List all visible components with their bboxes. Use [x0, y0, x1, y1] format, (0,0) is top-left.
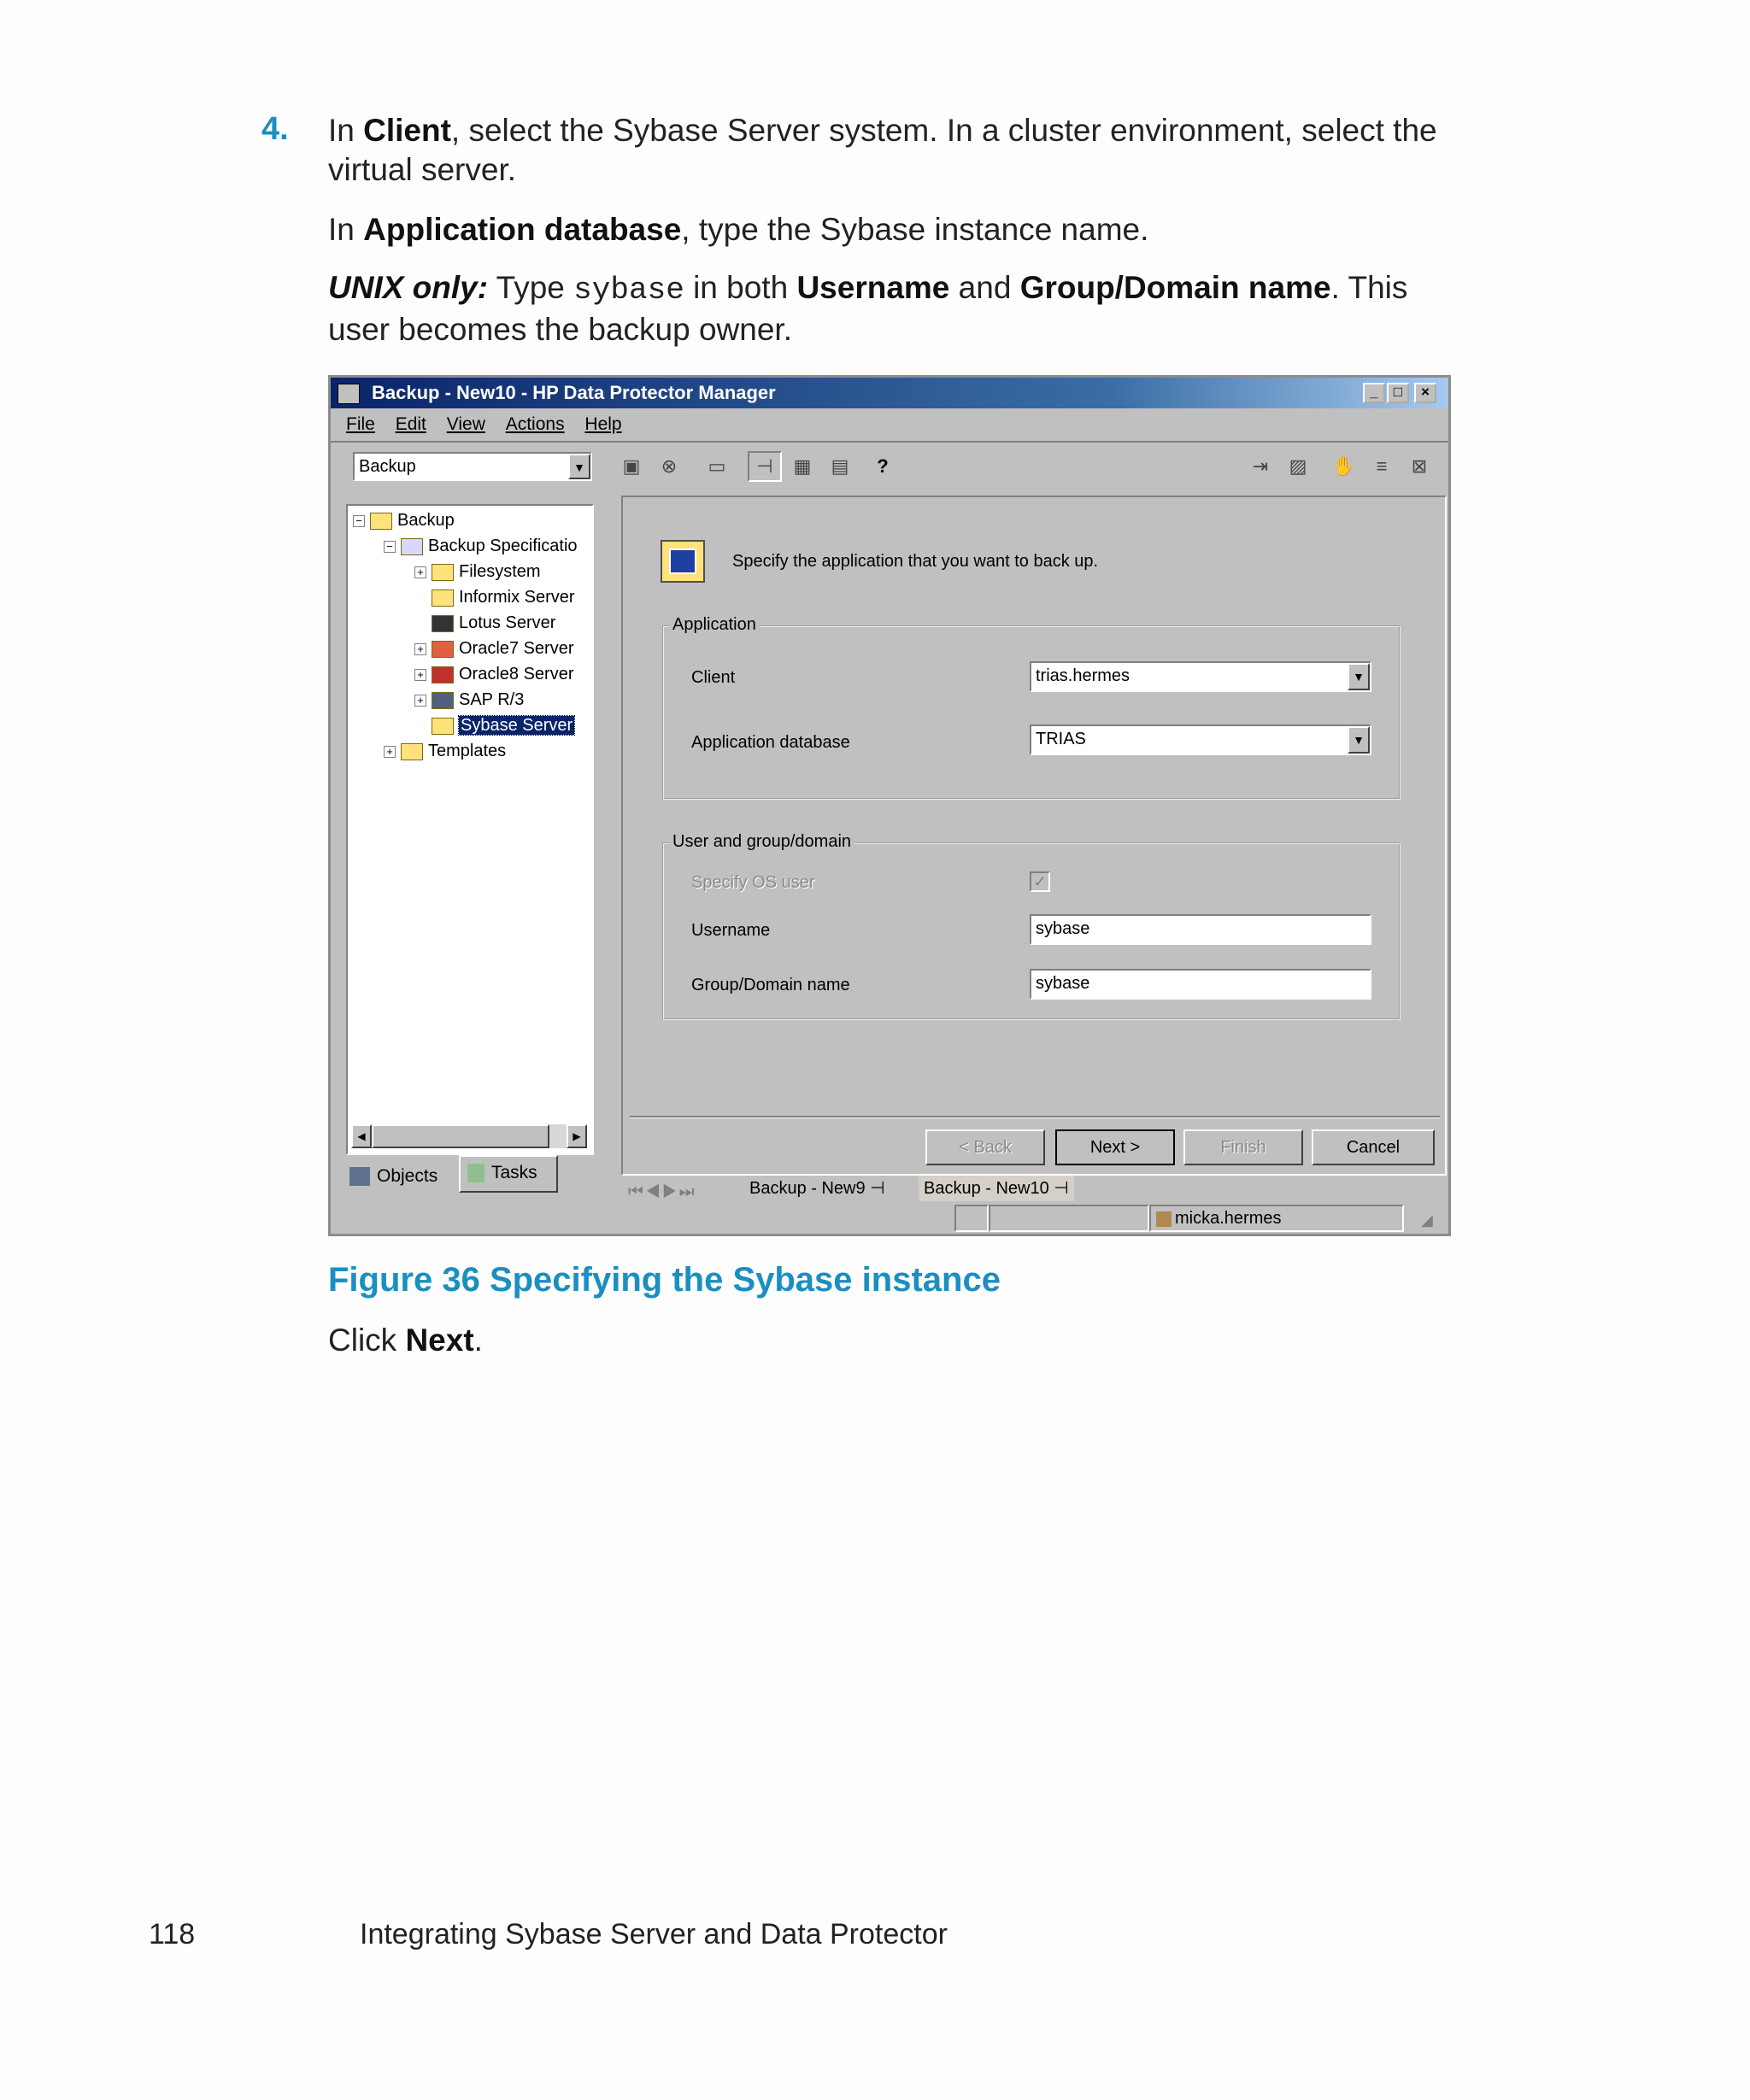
grid-icon[interactable]: ▦	[793, 455, 812, 477]
computer-icon[interactable]: ▣	[622, 455, 641, 477]
folder-icon	[432, 590, 454, 607]
sap-icon	[432, 692, 454, 709]
figure-caption: Figure 36 Specifying the Sybase instance	[328, 1261, 1001, 1299]
wizard-divider	[630, 1116, 1440, 1118]
app-icon	[338, 384, 360, 404]
menu-bar	[331, 412, 1448, 437]
window-title: Backup - New10 - HP Data Protector Manager	[372, 382, 776, 403]
folder-icon	[432, 718, 454, 735]
hand-icon[interactable]: ✋	[1332, 455, 1356, 477]
context-select[interactable]: Backup ▼	[353, 452, 592, 481]
group-domain-input[interactable]: sybase	[1030, 969, 1371, 1000]
menu-edit[interactable]: Edit	[395, 414, 426, 434]
client-label: Client	[691, 668, 736, 687]
collapse-icon[interactable]: −	[353, 515, 365, 527]
context-select-dropdown-icon[interactable]: ▼	[568, 454, 590, 479]
username-label: Username	[691, 921, 771, 940]
objects-icon	[349, 1167, 370, 1186]
lotus-icon	[432, 615, 454, 632]
tab-nav-icon[interactable]: ⏮◀▶⏭	[628, 1182, 696, 1201]
tree-node-oracle7-server[interactable]: + Oracle7 Server	[414, 637, 574, 660]
tree-node-backup-specifications[interactable]: − Backup Specificatio	[384, 535, 578, 557]
application-group	[662, 625, 1401, 800]
scroll-right-icon[interactable]: ▶	[567, 1124, 587, 1148]
scroll-left-icon[interactable]: ◀	[351, 1124, 372, 1148]
next-button[interactable]: Next >	[1055, 1129, 1175, 1165]
page-number: 118	[149, 1918, 196, 1950]
tree-node-sybase-server[interactable]: Sybase Server	[432, 714, 574, 736]
expand-icon[interactable]: +	[414, 566, 426, 578]
title-bar	[331, 378, 1448, 408]
group-domain-label: Group/Domain name	[691, 976, 850, 994]
wizard-prompt: Specify the application that you want to back up.	[732, 552, 1099, 571]
maximize-icon[interactable]: □	[1387, 383, 1409, 403]
help-icon[interactable]: ?	[877, 455, 889, 477]
tree-node-informix-server[interactable]: Informix Server	[432, 586, 575, 608]
application-database-combobox[interactable]: TRIAS ▼	[1030, 724, 1371, 755]
menu-help[interactable]: Help	[584, 414, 622, 434]
resize-grip-icon[interactable]: ◢	[1421, 1211, 1433, 1229]
step-number: 4.	[261, 111, 289, 147]
application-database-label: Application database	[691, 733, 850, 752]
step-paragraph-client: In Client, select the Sybase Server system. In a cluster environment, select the virtual server.	[328, 113, 1437, 187]
tree-node-sap-r3[interactable]: + SAP R/3	[414, 689, 524, 711]
user-icon	[1156, 1211, 1172, 1227]
tab-objects[interactable]: Objects	[346, 1160, 457, 1194]
step-paragraph-appdb: In Application database, type the Sybase instance name.	[328, 212, 1149, 247]
tree-node-oracle8-server[interactable]: + Oracle8 Server	[414, 663, 574, 685]
specifications-icon	[401, 538, 423, 555]
collapse-icon[interactable]: −	[384, 541, 396, 553]
specify-os-user-label: Specify OS user	[691, 873, 815, 892]
document-tabs	[621, 1176, 1447, 1203]
back-button[interactable]: < Back	[925, 1129, 1045, 1165]
folder-icon	[370, 513, 392, 530]
status-pane-1	[954, 1205, 989, 1232]
menu-view[interactable]: View	[446, 414, 485, 434]
tasks-icon[interactable]: ▨	[1289, 455, 1307, 477]
client-dropdown-icon[interactable]: ▼	[1348, 663, 1370, 690]
tree-node-backup[interactable]: − Backup	[353, 509, 455, 531]
footer-title: Integrating Sybase Server and Data Protector	[360, 1918, 948, 1950]
menu-actions[interactable]: Actions	[505, 414, 565, 434]
scroll-thumb[interactable]	[372, 1124, 549, 1148]
application-icon	[661, 540, 705, 583]
toolbar-divider	[331, 441, 1448, 443]
expand-icon[interactable]: +	[414, 643, 426, 655]
tree-horizontal-scrollbar[interactable]	[351, 1124, 587, 1148]
templates-icon	[401, 743, 423, 760]
pin-icon[interactable]: ⊣	[748, 451, 782, 482]
tab-backup-new10[interactable]: Backup - New10 ⊣	[919, 1176, 1074, 1201]
calendar-icon[interactable]: ▤	[831, 455, 849, 477]
stop-icon[interactable]: ⊗	[661, 455, 678, 477]
tree-node-lotus-server[interactable]: Lotus Server	[432, 612, 555, 634]
status-pane-2	[989, 1205, 1149, 1232]
menu-file[interactable]: File	[346, 414, 375, 434]
tab-tasks[interactable]: Tasks	[459, 1155, 558, 1193]
app-window-screenshot	[328, 375, 1451, 1236]
cancel-button[interactable]: Cancel	[1312, 1129, 1435, 1165]
edit-icon[interactable]: ≡	[1376, 455, 1388, 477]
expand-icon[interactable]: +	[414, 695, 426, 707]
minimize-icon[interactable]: _	[1363, 383, 1385, 403]
tasks-icon	[467, 1164, 484, 1182]
import-icon[interactable]: ⇥	[1252, 455, 1269, 477]
wizard-pane	[621, 496, 1447, 1176]
folder-icon	[432, 564, 454, 581]
tree-node-filesystem[interactable]: + Filesystem	[414, 560, 541, 583]
click-next-instruction: Click Next.	[328, 1323, 483, 1358]
application-group-label: Application	[669, 615, 760, 635]
scope-tree-pane	[346, 504, 594, 1155]
window-icon[interactable]: ▭	[708, 455, 726, 477]
username-input[interactable]: sybase	[1030, 914, 1371, 945]
specify-os-user-checkbox[interactable]: ✓	[1030, 871, 1050, 892]
oracle-icon	[432, 666, 454, 683]
user-group-label: User and group/domain	[669, 832, 854, 852]
step-paragraph-unix: UNIX only: Type sybase in both Username and Group/Domain name. This user becomes the backup owner.	[328, 270, 1408, 347]
delete-icon[interactable]: ⊠	[1411, 455, 1428, 477]
finish-button[interactable]: Finish	[1183, 1129, 1303, 1165]
expand-icon[interactable]: +	[414, 669, 426, 681]
client-combobox[interactable]: trias.hermes ▼	[1030, 661, 1371, 692]
oracle-icon	[432, 641, 454, 658]
status-user: micka.hermes	[1149, 1205, 1404, 1232]
expand-icon[interactable]: +	[384, 746, 396, 758]
application-database-dropdown-icon[interactable]: ▼	[1348, 726, 1370, 754]
tab-backup-new9[interactable]: Backup - New9 ⊣	[749, 1179, 885, 1198]
tree-node-templates[interactable]: + Templates	[384, 740, 506, 762]
close-icon[interactable]: ×	[1414, 383, 1436, 403]
